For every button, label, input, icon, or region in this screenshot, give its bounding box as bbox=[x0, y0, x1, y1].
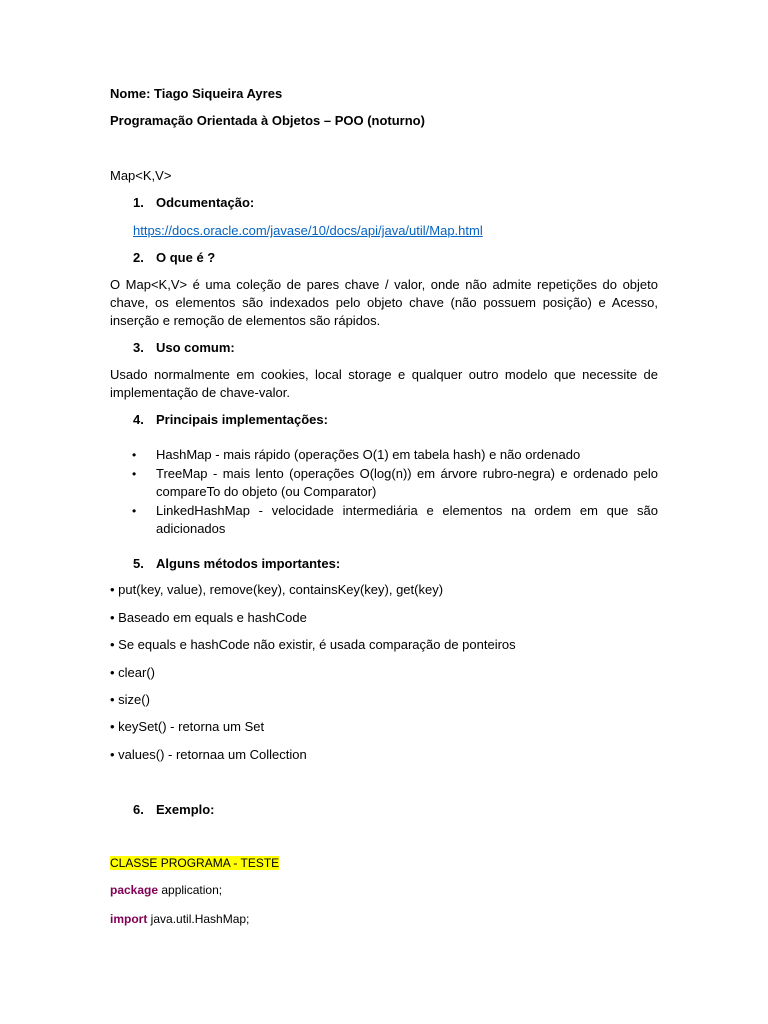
section-2-text: O Map<K,V> é uma coleção de pares chave / valor, onde não admite repetições do objeto chave, os elementos são indexados pelo objeto chave (não possuem posição) e Acesso, inserção e remoção de elementos são rápidos. bbox=[110, 277, 658, 328]
code-line-import bbox=[110, 910, 249, 928]
documentation-link[interactable]: https://docs.oracle.com/javase/10/docs/api/java/util/Map.html bbox=[133, 223, 483, 238]
method-item: • size() bbox=[110, 692, 150, 707]
list-item-linkedhashmap: LinkedHashMap - velocidade intermediária e elementos na ordem em que são adicionados bbox=[156, 503, 658, 536]
method-item: • Baseado em equals e hashCode bbox=[110, 610, 307, 625]
section-2-number: 2. bbox=[133, 250, 144, 265]
class-label-highlight: CLASSE PROGRAMA - TESTE bbox=[110, 856, 280, 870]
method-item: • keySet() - retorna um Set bbox=[110, 719, 265, 734]
list-item-treemap: TreeMap - mais lento (operações O(log(n)) em árvore rubro-negra) e ordenado pelo compareTo do objeto (ou Comparator) bbox=[156, 466, 658, 499]
section-5-number: 5. bbox=[133, 556, 144, 571]
bullet-icon: • bbox=[132, 467, 137, 481]
section-4-heading: Principais implementações: bbox=[156, 412, 328, 427]
section-1-number: 1. bbox=[133, 195, 144, 210]
method-item: • clear() bbox=[110, 665, 155, 680]
section-3-text: Usado normalmente em cookies, local storage e qualquer outro modelo que necessite de implementação de chave-valor. bbox=[110, 367, 658, 400]
bullet-icon: • bbox=[132, 504, 137, 518]
course-title: Programação Orientada à Objetos – POO (noturno) bbox=[110, 113, 425, 128]
section-4-number: 4. bbox=[133, 412, 144, 427]
author-name: Nome: Tiago Siqueira Ayres bbox=[110, 86, 283, 101]
section-6-heading: Exemplo: bbox=[156, 802, 215, 817]
section-3-paragraph bbox=[110, 366, 658, 402]
list-item-hashmap: HashMap - mais rápido (operações O(1) em tabela hash) e não ordenado bbox=[156, 447, 581, 462]
keyword-import: import bbox=[110, 912, 148, 926]
code-line-package bbox=[110, 881, 222, 899]
class-label bbox=[110, 854, 279, 872]
section-2-paragraph bbox=[110, 276, 658, 330]
document-title: Map<K,V> bbox=[110, 168, 172, 183]
method-item: • values() - retornaa um Collection bbox=[110, 747, 307, 762]
method-item: • Se equals e hashCode não existir, é usada comparação de ponteiros bbox=[110, 637, 516, 652]
section-1-heading: Odcumentação: bbox=[156, 195, 255, 210]
bullet-icon: • bbox=[132, 448, 137, 462]
code-package-name: application; bbox=[158, 883, 223, 897]
code-import-name: java.util.HashMap; bbox=[147, 912, 250, 926]
keyword-package: package bbox=[110, 883, 159, 897]
section-6-number: 6. bbox=[133, 802, 144, 817]
section-5-heading: Alguns métodos importantes: bbox=[156, 556, 341, 571]
section-2-heading: O que é ? bbox=[156, 250, 216, 265]
section-3-heading: Uso comum: bbox=[156, 340, 235, 355]
section-3-number: 3. bbox=[133, 340, 144, 355]
method-item: • put(key, value), remove(key), containsKey(key), get(key) bbox=[110, 582, 444, 597]
